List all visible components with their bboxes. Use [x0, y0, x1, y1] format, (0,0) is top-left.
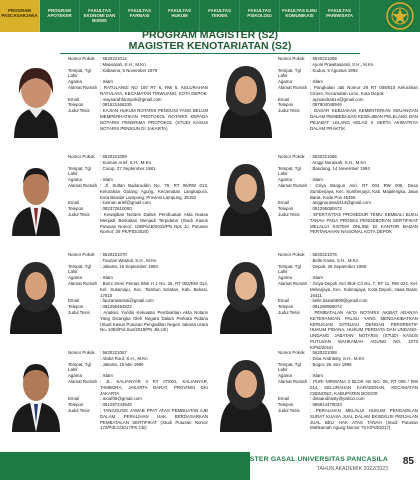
ttl-value: : Depok, 26 September 1995: [310, 264, 418, 276]
agama-label: Agama: [68, 79, 82, 85]
footer-subtitle: TAHUN AKADEMIK 2022/2023: [316, 466, 388, 472]
university-logo-icon: [386, 2, 414, 30]
person-photo-icon: [6, 60, 66, 138]
ttl-label: Tempat, Tgl Lahir: [278, 361, 301, 373]
person-photo-icon: [216, 60, 276, 138]
npm-value: : 5620221070: [100, 252, 208, 258]
email-label: Email: [68, 96, 79, 102]
npm-label: Nomor Pokok: [68, 252, 95, 257]
graduate-entry: [0, 350, 210, 448]
person-photo-icon: [216, 354, 276, 432]
telepon-value: : 085814478033: [310, 402, 418, 408]
email-label: Email: [278, 96, 289, 102]
telepon-value: : 081295080472: [310, 206, 418, 212]
alamat-value: : Griya Bangun Asri, RT 004 RW 005, Desa Sumberjaya, Kec. Sumberjaya, Kab. Majalengka, Jawa Barat, Kode Pos 45455: [310, 183, 418, 200]
npm-label: Nomor Pokok: [68, 56, 95, 61]
ttl-value: : Jakarta, 15 Mei 1980: [100, 362, 208, 374]
agama-label: Agama: [68, 275, 82, 281]
email-value: : arouf05@gmail.com: [100, 396, 208, 402]
graduate-entry: [210, 154, 420, 252]
graduate-entry: [210, 350, 420, 448]
telepon-label: Telepon: [278, 304, 294, 310]
agama-value: : Islam: [310, 79, 418, 85]
npm-value: : 5620221065: [310, 154, 418, 160]
ttl-label: Tempat, Tgl Lahir: [278, 263, 301, 275]
graduate-entry: [0, 154, 210, 252]
graduate-entry: [210, 56, 420, 154]
nav-tab-ekonomi-bisnis[interactable]: FAKULTAS EKONOMI DAN BISNIS: [80, 0, 120, 32]
alamat-label: Alamat Rumah: [68, 84, 98, 90]
title-divider: [60, 53, 360, 54]
telepon-label: Telepon: [68, 304, 84, 310]
nav-tab-hukum[interactable]: FAKULTAS HUKUM: [160, 0, 200, 32]
alamat-label: Alamat Rumah: [278, 378, 308, 384]
graduate-photo: [216, 354, 276, 432]
email-label: Email: [278, 396, 289, 402]
page-heading: [0, 30, 420, 52]
alamat-value: : Pangkalan Jati Nomor 29 RT 008/010 Kelurahan Cinere, Kecamatan Limo, Kota Depok: [310, 85, 418, 97]
judul-value: : KAJIAN HUKUM NOTARIS PENGUNI YANG BELUM MEMPERHATIKAN PROTOKOL NOTARIS KEPADA NOTARIS PENERIMA PROTOKOL (STUDI KASUS NOTARIS PENSIUN DI JAKARTA): [100, 108, 208, 131]
agama-label: Agama: [68, 177, 82, 183]
judul-value: : TANGGUNG JAWAB PPAT ATAS PEMBUATAN AJB DALAM PERALIHAN HAK BERDASARKAN PEMBATALAN SERTIFIKAT (Studi Putusan Nomor 172/Pdt.G/2017/Pn.Cbi): [100, 408, 208, 431]
graduate-entry: [210, 252, 420, 350]
person-photo-icon: [6, 256, 66, 334]
judul-label: Judul Tesis: [278, 309, 300, 315]
judul-label: Judul Tesis: [68, 108, 90, 114]
npm-label: Nomor Pokok: [68, 154, 95, 159]
graduate-photo: [6, 354, 66, 432]
agama-value: : Islam: [100, 79, 208, 85]
npm-label: Nomor Pokok: [278, 154, 305, 159]
ttl-label: Tempat, Tgl Lahir: [68, 67, 91, 79]
graduate-photo: [6, 158, 66, 236]
ttl-value: : Kudus, 9 Agustus 1993: [310, 68, 418, 80]
npm-value: : 5620221059: [100, 154, 208, 160]
judul-label: Judul Tesis: [68, 211, 90, 217]
agama-label: Agama: [278, 373, 292, 379]
footer-title: WISUDA SEMESTER GASAL UNIVERSITAS PANCASILA: [199, 456, 388, 463]
agama-value: : Islam: [100, 373, 208, 379]
name-value: : Kusnan Arief, S.H., M.Kn: [100, 160, 208, 166]
judul-label: Judul Tesis: [278, 407, 300, 413]
nav-tab-psikologi[interactable]: FAKULTAS PSIKOLOGI: [240, 0, 280, 32]
graduate-entry: [0, 56, 210, 154]
person-photo-icon: [6, 158, 66, 236]
npm-value: : 5620221075: [310, 252, 418, 258]
nav-tab-pariwisata[interactable]: FAKULTAS PARIWISATA: [320, 0, 360, 32]
name-value: : Abdul Rouf, S.H., M.Kn: [100, 356, 208, 362]
npm-label: Nomor Pokok: [278, 252, 305, 257]
telepon-label: Telepon: [278, 102, 294, 108]
telepon-label: Telepon: [278, 206, 294, 212]
telepon-label: Telepon: [68, 206, 84, 212]
name-value: : Fauzan Wastuti, S.H., M.Kn: [100, 258, 208, 264]
person-photo-icon: [6, 354, 66, 432]
telepon-value: : 087804048946: [310, 102, 418, 108]
telepon-value: : 081295494822: [100, 304, 208, 310]
alamat-label: Alamat Rumah: [68, 378, 98, 384]
name-value: : Belle Kaisa, S.H., M.Kn: [310, 258, 418, 264]
agama-value: : Islam: [100, 275, 208, 281]
judul-value: : PERALIHAN MELALUI HUKUM PENGADILAN SURAT KUASA JUAL DALAM EKSEKUSI PERJALAN JUAL BELI HAK ATAS TANAH (Studi Putusan Mahkamah Agung Nomor 75 K/Pdt/2017): [310, 408, 418, 431]
faculty-navigation: [0, 0, 420, 32]
alamat-label: Alamat Rumah: [278, 84, 308, 90]
email-value: : dinaandriasty@yahoo.com: [310, 396, 418, 402]
name-value: : Maesarah, S.H., M.Kn: [100, 62, 208, 68]
graduate-photo: [216, 60, 276, 138]
email-label: Email: [68, 200, 79, 206]
email-label: Email: [68, 396, 79, 402]
email-value: : fauzanwastuti@gmail.com: [100, 298, 208, 304]
npm-value: : 5620221067: [100, 350, 208, 356]
program-subtitle: MAGISTER KENOTARIATAN (S2): [128, 40, 292, 52]
alamat-label: Alamat Rumah: [278, 182, 308, 188]
agama-value: : Islam: [310, 275, 418, 281]
judul-value: : PEMBATALAN AKTA NOTARIS AKIBAT ADANYA KETERANGAN PALSU YANG MENGAKIBATKAN KERUGIAN DITINJAU DENGAN PERSPEKTIF HUKUM PIDANA, HUKUM PERDATA DAN UNDANG-UNDANG JABATAN NOTARIS (STUDI KASUS PUTUSAN MAHKAMAH AGUNG NO. 1073 K/Pid/2016): [310, 310, 418, 351]
alamat-value: : Jl. Sultan Badaruddin No. 79, RT 06/RW 013, Kelurahan Gulang Agung, Kecamatan Langkapura, Kota Bandar Lampung, Provinsi Lampung, 35152: [100, 183, 208, 200]
ttl-label: Tempat, Tgl Lahir: [278, 165, 301, 177]
agama-value: : Islam: [100, 177, 208, 183]
alamat-value: : RATULANGI NO 100 RT 6, RW 5, KELURAHAN RATULAYA, KECAMATAN TIRWUANG, KOTA DEPOK: [100, 85, 208, 97]
agama-label: Agama: [68, 373, 82, 379]
graduate-entry: [0, 252, 210, 350]
judul-label: Judul Tesis: [278, 108, 300, 114]
graduate-photo: [216, 158, 276, 236]
judul-value: : Analisis Yuridis Kekuatan Pembuktian Akta Notaris Yang Disangka Oleh Negara Dalam Perkara Pidana (Studi Kasus Putusan Pengadilan Negeri Jakarta Utara No. 1093/Pid.Sus/2018/PN Jkt.Utr): [100, 310, 208, 333]
telepon-value: : 081297243946: [100, 402, 208, 408]
judul-label: Judul Tesis: [68, 309, 90, 315]
ttl-label: Tempat, Tgl Lahir: [68, 263, 91, 275]
telepon-label: Telepon: [68, 102, 84, 108]
nav-tab-pascasarjana[interactable]: PROGRAM PASCASARJANA: [0, 0, 40, 32]
npm-value: : 5620221014: [100, 56, 208, 62]
alamat-value: : JL. KALIANYAR II RT 07/001, KALIANYAR, TAMBORA, JAKARTA BARAT, PROVINSI DKI JAKARTA: [100, 379, 208, 396]
alamat-value: : Bumi Serei Pemas Blok H 1 No. 25, RT 002/RW 014, Kel. Sukamaju, Kec. Tambun Selatan, Kab. Bekasi, 17510: [100, 281, 208, 298]
ttl-label: Tempat, Tgl Lahir: [278, 67, 301, 79]
ttl-value: : Bogor, 26 Juni 1996: [310, 362, 418, 374]
name-value: : Ayuni Prawitasarati, S.H., M.Kn: [310, 62, 418, 68]
judul-value: : Kewajiban Notaris Dalam Pembuatan Akta Nuasa Menjadi Berkaitan Menjadi Terpidana (Studi Kasus Putusan Nomor: 108/Pid.B/2015/PN Dps Jo. Putusan Nomor: 29 PK/PID/2020): [100, 212, 208, 235]
nav-tab-farmasi[interactable]: FAKULTAS FARMASI: [120, 0, 160, 32]
npm-label: Nomor Pokok: [68, 350, 95, 355]
page-footer: [0, 452, 420, 480]
email-value: : kusnan.arief@gmail.com: [100, 200, 208, 206]
ttl-label: Tempat, Tgl Lahir: [68, 165, 91, 177]
telepon-value: : 081521466235: [100, 102, 208, 108]
nav-tab-ilmu-komunikasi[interactable]: FAKULTAS ILMU KOMUNIKASI: [280, 0, 320, 32]
graduate-photo: [6, 256, 66, 334]
npm-label: Nomor Pokok: [278, 56, 305, 61]
email-value: : maysarahfansyah@gmail.com: [100, 97, 208, 103]
judul-label: Judul Tesis: [68, 407, 90, 413]
ttl-value: : Curup, 27 September 1981: [100, 166, 208, 178]
program-title: PROGRAM MAGISTER (S2): [142, 29, 278, 41]
email-value: : ayniandra614@gmail.com: [310, 97, 418, 103]
email-label: Email: [278, 298, 289, 304]
judul-label: Judul Tesis: [278, 211, 300, 217]
npm-value: : 5620221099: [310, 56, 418, 62]
alamat-label: Alamat Rumah: [68, 280, 98, 286]
agama-label: Agama: [278, 177, 292, 183]
nav-tab-apoteker[interactable]: PROGRAM APOTEKER: [40, 0, 80, 32]
email-label: Email: [68, 298, 79, 304]
alamat-value: : PURI NIRWANA 3 BLOK AE NO. 05, RT 006 / RW 014, KELURAHAN KARADENAN, KECAMATAN CIBINONG, KABUPATEN BOGOR: [310, 379, 418, 396]
alamat-label: Alamat Rumah: [278, 280, 308, 286]
ttl-value: : Kabaena, 5 November 1979: [100, 68, 208, 80]
telepon-value: : 081290958072: [310, 304, 418, 310]
alamat-value: : Griya Depok Asri Blok C3 No. 7, RT 11, RW 024, Kel. Mekarjaya, Kec. Sukmajaya, Kota Depok, Jawa Barat, 16411: [310, 281, 418, 298]
npm-label: Nomor Pokok: [278, 350, 305, 355]
judul-value: : EFEKTIVITAS PROSEDUR TEMU KEMBALI BUKU TANAH PADA PROSES PENGEBORAN SERTIFIKAT MELALUI SISTEM ONLINE DI KANTOR BADAN PERTANAHAN NASIONAL KOTA DEPOK: [310, 212, 418, 235]
email-value: : anggnuraisah414@gmail.com: [310, 200, 418, 206]
person-photo-icon: [216, 256, 276, 334]
graduate-photo: [6, 60, 66, 138]
agama-value: : Islam: [310, 373, 418, 379]
judul-value: : DASAR KEBIJAKAN KEMENTERIAN KEUANGAN DALAM PEMBEBASAN KEWAJIBAN PELELANG DAN PEJABAT LELANG KELAS II SERTA AKIBATNYA DALAM PRAKTIK: [310, 108, 418, 131]
ttl-value: : Bandung, 14 November 1994: [310, 166, 418, 178]
telepon-label: Telepon: [278, 402, 294, 408]
name-value: : Dina Andriasty, S.H., M.Kn: [310, 356, 418, 362]
nav-tab-teknik[interactable]: FAKULTAS TEKNIK: [200, 0, 240, 32]
ttl-value: : Jakarta, 15 September 1983: [100, 264, 208, 276]
agama-label: Agama: [278, 79, 292, 85]
agama-value: : Islam: [310, 177, 418, 183]
page-number: 85: [402, 456, 414, 467]
ttl-label: Tempat, Tgl Lahir: [68, 361, 91, 373]
agama-label: Agama: [278, 275, 292, 281]
email-label: Email: [278, 200, 289, 206]
telepon-value: : 082372610000: [100, 206, 208, 212]
graduate-photo: [216, 256, 276, 334]
name-value: : Anggi Nuraisah, S.H., M.Kn: [310, 160, 418, 166]
alamat-label: Alamat Rumah: [68, 182, 98, 188]
telepon-label: Telepon: [68, 402, 84, 408]
person-photo-icon: [216, 158, 276, 236]
npm-value: : 5620221088: [310, 350, 418, 356]
email-value: : belle.kaisa0509@gmail.com: [310, 298, 418, 304]
